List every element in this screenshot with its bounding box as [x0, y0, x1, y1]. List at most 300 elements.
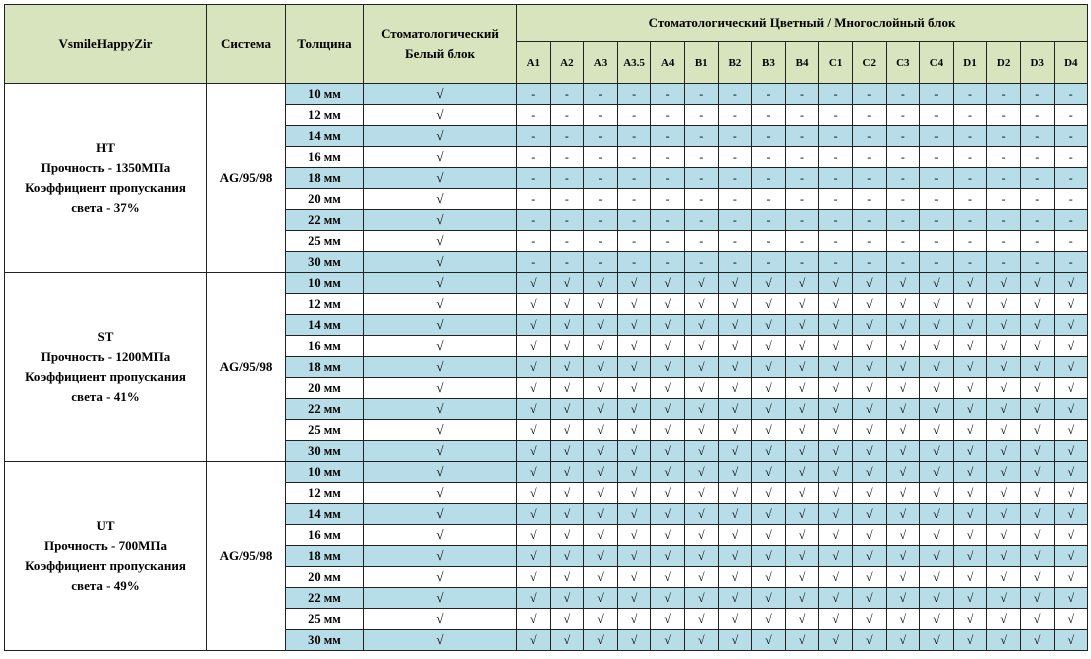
- shade-cell: -: [584, 147, 618, 168]
- shade-cell: √: [886, 315, 920, 336]
- material-name: ST: [97, 329, 114, 344]
- shade-cell: √: [785, 588, 819, 609]
- shade-cell: √: [819, 441, 853, 462]
- shade-cell: -: [886, 126, 920, 147]
- thickness-cell: 18 мм: [286, 357, 364, 378]
- shade-cell: √: [718, 609, 752, 630]
- shade-cell: -: [752, 189, 786, 210]
- shade-cell: √: [584, 294, 618, 315]
- header-shade: A4: [651, 42, 685, 84]
- shade-cell: -: [718, 231, 752, 252]
- shade-cell: √: [651, 630, 685, 651]
- shade-cell: √: [651, 357, 685, 378]
- shade-cell: -: [886, 168, 920, 189]
- shade-cell: √: [617, 336, 651, 357]
- shade-cell: √: [718, 483, 752, 504]
- shade-cell: -: [785, 126, 819, 147]
- shade-cell: -: [752, 231, 786, 252]
- shade-cell: -: [651, 147, 685, 168]
- shade-cell: -: [852, 168, 886, 189]
- shade-cell: -: [684, 231, 718, 252]
- shade-cell: √: [886, 462, 920, 483]
- shade-cell: √: [852, 609, 886, 630]
- white-block-cell: √: [364, 189, 517, 210]
- shade-cell: √: [920, 357, 954, 378]
- shade-cell: √: [886, 525, 920, 546]
- thickness-cell: 10 мм: [286, 84, 364, 105]
- shade-cell: -: [953, 189, 987, 210]
- header-system: Система: [207, 5, 286, 84]
- header-shade: C3: [886, 42, 920, 84]
- shade-cell: -: [886, 147, 920, 168]
- thickness-cell: 20 мм: [286, 189, 364, 210]
- white-block-cell: √: [364, 378, 517, 399]
- white-block-cell: √: [364, 168, 517, 189]
- shade-cell: √: [852, 483, 886, 504]
- shade-cell: √: [584, 483, 618, 504]
- header-shade: A3: [584, 42, 618, 84]
- shade-cell: √: [718, 294, 752, 315]
- white-block-cell: √: [364, 546, 517, 567]
- shade-cell: √: [752, 378, 786, 399]
- shade-cell: √: [684, 315, 718, 336]
- shade-cell: √: [651, 273, 685, 294]
- shade-cell: √: [987, 504, 1021, 525]
- shade-cell: -: [517, 168, 551, 189]
- shade-cell: √: [651, 294, 685, 315]
- shade-cell: √: [752, 273, 786, 294]
- shade-cell: √: [517, 315, 551, 336]
- shade-cell: √: [584, 441, 618, 462]
- shade-cell: √: [1054, 546, 1088, 567]
- header-shade: C1: [819, 42, 853, 84]
- shade-cell: √: [517, 441, 551, 462]
- shade-cell: √: [953, 315, 987, 336]
- shade-cell: √: [1020, 462, 1054, 483]
- material-description: [5, 462, 207, 651]
- shade-cell: √: [987, 525, 1021, 546]
- shade-cell: √: [953, 546, 987, 567]
- shade-cell: √: [886, 567, 920, 588]
- shade-cell: -: [886, 252, 920, 273]
- shade-cell: -: [718, 84, 752, 105]
- shade-cell: -: [651, 231, 685, 252]
- shade-cell: √: [953, 441, 987, 462]
- thickness-cell: 22 мм: [286, 588, 364, 609]
- shade-cell: -: [920, 168, 954, 189]
- shade-cell: -: [651, 168, 685, 189]
- shade-cell: √: [819, 525, 853, 546]
- shade-cell: -: [987, 210, 1021, 231]
- thickness-cell: 12 мм: [286, 483, 364, 504]
- shade-cell: √: [785, 399, 819, 420]
- shade-cell: √: [617, 294, 651, 315]
- shade-cell: √: [617, 483, 651, 504]
- shade-cell: √: [852, 504, 886, 525]
- thickness-cell: 20 мм: [286, 378, 364, 399]
- shade-cell: √: [617, 315, 651, 336]
- shade-cell: -: [718, 210, 752, 231]
- material-name: UT: [96, 518, 115, 533]
- shade-cell: √: [785, 315, 819, 336]
- shade-cell: -: [1020, 147, 1054, 168]
- shade-cell: √: [987, 273, 1021, 294]
- table-row: [5, 273, 1088, 294]
- shade-cell: √: [1020, 504, 1054, 525]
- shade-cell: -: [718, 147, 752, 168]
- shade-cell: √: [584, 588, 618, 609]
- shade-cell: √: [550, 399, 584, 420]
- shade-cell: √: [517, 609, 551, 630]
- shade-cell: √: [684, 483, 718, 504]
- shade-cell: √: [886, 357, 920, 378]
- shade-cell: √: [920, 525, 954, 546]
- thickness-cell: 16 мм: [286, 525, 364, 546]
- material-translucency-label: Коэффициент пропускания: [25, 369, 186, 384]
- shade-cell: -: [584, 210, 618, 231]
- shade-cell: -: [517, 84, 551, 105]
- shade-cell: √: [886, 378, 920, 399]
- thickness-cell: 18 мм: [286, 546, 364, 567]
- shade-cell: √: [651, 483, 685, 504]
- shade-cell: -: [517, 210, 551, 231]
- thickness-cell: 14 мм: [286, 126, 364, 147]
- shade-cell: -: [852, 147, 886, 168]
- shade-cell: √: [1054, 336, 1088, 357]
- shade-cell: √: [718, 378, 752, 399]
- shade-cell: √: [852, 420, 886, 441]
- shade-cell: √: [785, 420, 819, 441]
- shade-cell: √: [684, 546, 718, 567]
- shade-cell: -: [987, 231, 1021, 252]
- shade-cell: √: [684, 399, 718, 420]
- shade-cell: -: [617, 105, 651, 126]
- shade-cell: √: [1054, 504, 1088, 525]
- shade-cell: -: [752, 147, 786, 168]
- shade-cell: √: [684, 567, 718, 588]
- shade-cell: -: [785, 252, 819, 273]
- shade-cell: √: [1020, 630, 1054, 651]
- shade-cell: -: [852, 252, 886, 273]
- shade-cell: √: [886, 336, 920, 357]
- shade-cell: -: [785, 189, 819, 210]
- shade-cell: √: [1020, 315, 1054, 336]
- shade-cell: -: [684, 168, 718, 189]
- shade-cell: -: [953, 84, 987, 105]
- thickness-cell: 16 мм: [286, 147, 364, 168]
- shade-cell: √: [752, 567, 786, 588]
- shade-cell: √: [1054, 609, 1088, 630]
- shade-cell: √: [617, 357, 651, 378]
- shade-cell: -: [819, 126, 853, 147]
- shade-cell: √: [785, 441, 819, 462]
- shade-cell: √: [785, 609, 819, 630]
- shade-cell: -: [953, 126, 987, 147]
- shade-cell: √: [651, 378, 685, 399]
- shade-cell: -: [852, 126, 886, 147]
- shade-cell: √: [852, 630, 886, 651]
- thickness-cell: 30 мм: [286, 630, 364, 651]
- shade-cell: √: [1020, 399, 1054, 420]
- shade-cell: √: [920, 336, 954, 357]
- shade-cell: √: [785, 273, 819, 294]
- header-thickness: Толщина: [286, 5, 364, 84]
- shade-cell: √: [852, 315, 886, 336]
- shade-cell: √: [785, 357, 819, 378]
- shade-cell: -: [785, 231, 819, 252]
- thickness-cell: 22 мм: [286, 210, 364, 231]
- material-name: HT: [96, 140, 115, 155]
- shade-cell: √: [1020, 546, 1054, 567]
- shade-cell: √: [987, 294, 1021, 315]
- shade-cell: -: [987, 189, 1021, 210]
- material-translucency-value: света - 37%: [71, 200, 140, 215]
- shade-cell: √: [886, 504, 920, 525]
- shade-cell: √: [517, 294, 551, 315]
- shade-cell: √: [584, 609, 618, 630]
- shade-cell: √: [550, 378, 584, 399]
- shade-cell: √: [752, 546, 786, 567]
- shade-cell: -: [953, 168, 987, 189]
- white-block-cell: √: [364, 273, 517, 294]
- header-white-block: Стоматологический Белый блок: [364, 5, 517, 84]
- shade-cell: √: [1020, 357, 1054, 378]
- shade-cell: -: [584, 231, 618, 252]
- shade-cell: √: [718, 630, 752, 651]
- shade-cell: √: [920, 441, 954, 462]
- white-block-cell: √: [364, 525, 517, 546]
- shade-cell: -: [819, 147, 853, 168]
- shade-cell: √: [651, 609, 685, 630]
- thickness-cell: 25 мм: [286, 420, 364, 441]
- shade-cell: √: [819, 483, 853, 504]
- shade-cell: √: [651, 504, 685, 525]
- shade-cell: √: [584, 462, 618, 483]
- white-block-cell: √: [364, 336, 517, 357]
- shade-cell: -: [785, 147, 819, 168]
- shade-cell: √: [852, 588, 886, 609]
- shade-cell: -: [718, 126, 752, 147]
- shade-cell: -: [550, 189, 584, 210]
- shade-cell: √: [718, 546, 752, 567]
- shade-cell: √: [1054, 273, 1088, 294]
- material-translucency-value: света - 49%: [71, 578, 140, 593]
- shade-cell: √: [584, 336, 618, 357]
- shade-cell: √: [550, 546, 584, 567]
- shade-cell: √: [852, 525, 886, 546]
- shade-cell: √: [852, 273, 886, 294]
- shade-cell: √: [718, 273, 752, 294]
- shade-cell: √: [819, 546, 853, 567]
- shade-cell: √: [953, 336, 987, 357]
- shade-cell: -: [517, 231, 551, 252]
- shade-cell: √: [785, 378, 819, 399]
- white-block-cell: √: [364, 294, 517, 315]
- shade-cell: √: [752, 420, 786, 441]
- shade-cell: √: [550, 630, 584, 651]
- shade-cell: √: [953, 378, 987, 399]
- shade-cell: √: [651, 420, 685, 441]
- shade-cell: √: [684, 378, 718, 399]
- shade-cell: √: [1054, 420, 1088, 441]
- shade-cell: -: [1020, 126, 1054, 147]
- shade-cell: √: [550, 273, 584, 294]
- shade-cell: √: [886, 399, 920, 420]
- shade-cell: -: [684, 147, 718, 168]
- material-translucency-label: Коэффициент пропускания: [25, 558, 186, 573]
- shade-cell: -: [1020, 231, 1054, 252]
- white-block-cell: √: [364, 105, 517, 126]
- shade-cell: √: [550, 420, 584, 441]
- shade-cell: √: [953, 399, 987, 420]
- table-row: [5, 84, 1088, 105]
- shade-cell: -: [819, 189, 853, 210]
- shade-cell: √: [550, 609, 584, 630]
- shade-cell: √: [517, 357, 551, 378]
- shade-cell: -: [1054, 252, 1088, 273]
- shade-cell: √: [819, 273, 853, 294]
- shade-cell: -: [584, 168, 618, 189]
- shade-cell: √: [517, 462, 551, 483]
- shade-cell: -: [920, 126, 954, 147]
- shade-cell: √: [1020, 273, 1054, 294]
- shade-cell: √: [785, 294, 819, 315]
- shade-cell: √: [684, 273, 718, 294]
- shade-cell: √: [819, 399, 853, 420]
- shade-cell: √: [684, 420, 718, 441]
- shade-cell: √: [752, 399, 786, 420]
- shade-cell: √: [987, 462, 1021, 483]
- shade-cell: √: [752, 462, 786, 483]
- shade-cell: -: [1020, 84, 1054, 105]
- shade-cell: √: [920, 546, 954, 567]
- shade-cell: √: [651, 399, 685, 420]
- product-matrix-table: [4, 4, 1088, 651]
- shade-cell: √: [584, 567, 618, 588]
- thickness-cell: 30 мм: [286, 441, 364, 462]
- shade-cell: -: [987, 147, 1021, 168]
- shade-cell: √: [617, 441, 651, 462]
- shade-cell: √: [584, 357, 618, 378]
- header-shade: B4: [785, 42, 819, 84]
- shade-cell: √: [517, 630, 551, 651]
- shade-cell: √: [953, 273, 987, 294]
- shade-cell: √: [785, 504, 819, 525]
- shade-cell: √: [550, 525, 584, 546]
- white-block-cell: √: [364, 210, 517, 231]
- shade-cell: √: [785, 462, 819, 483]
- material-system: AG/95/98: [207, 273, 286, 462]
- shade-cell: -: [651, 189, 685, 210]
- shade-cell: √: [584, 315, 618, 336]
- material-strength: Прочность - 1200МПа: [40, 349, 171, 364]
- shade-cell: √: [517, 273, 551, 294]
- shade-cell: √: [819, 336, 853, 357]
- shade-cell: √: [550, 567, 584, 588]
- shade-cell: √: [752, 336, 786, 357]
- shade-cell: -: [920, 231, 954, 252]
- shade-cell: -: [1054, 231, 1088, 252]
- shade-cell: -: [617, 252, 651, 273]
- shade-cell: -: [1054, 189, 1088, 210]
- shade-cell: √: [987, 546, 1021, 567]
- shade-cell: √: [1054, 357, 1088, 378]
- material-strength: Прочность - 1350МПа: [40, 160, 171, 175]
- shade-cell: √: [987, 609, 1021, 630]
- shade-cell: √: [517, 483, 551, 504]
- header-shade: B1: [684, 42, 718, 84]
- header-shade: B2: [718, 42, 752, 84]
- shade-cell: √: [617, 588, 651, 609]
- shade-cell: -: [886, 105, 920, 126]
- shade-cell: √: [617, 630, 651, 651]
- shade-cell: √: [987, 483, 1021, 504]
- material-translucency-label: Коэффициент пропускания: [25, 180, 186, 195]
- shade-cell: √: [1054, 630, 1088, 651]
- shade-cell: √: [651, 336, 685, 357]
- shade-cell: √: [852, 462, 886, 483]
- shade-cell: √: [819, 609, 853, 630]
- shade-cell: -: [920, 147, 954, 168]
- shade-cell: √: [617, 525, 651, 546]
- shade-cell: -: [684, 252, 718, 273]
- shade-cell: -: [617, 210, 651, 231]
- shade-cell: -: [718, 105, 752, 126]
- shade-cell: -: [987, 105, 1021, 126]
- white-block-cell: √: [364, 462, 517, 483]
- shade-cell: -: [1054, 168, 1088, 189]
- shade-cell: -: [550, 126, 584, 147]
- shade-cell: √: [953, 483, 987, 504]
- shade-cell: √: [920, 609, 954, 630]
- shade-cell: √: [718, 525, 752, 546]
- shade-cell: -: [517, 126, 551, 147]
- shade-cell: √: [987, 315, 1021, 336]
- shade-cell: -: [1054, 126, 1088, 147]
- shade-cell: √: [684, 357, 718, 378]
- shade-cell: √: [953, 462, 987, 483]
- shade-cell: -: [550, 168, 584, 189]
- thickness-cell: 25 мм: [286, 609, 364, 630]
- shade-cell: √: [584, 504, 618, 525]
- shade-cell: -: [785, 105, 819, 126]
- shade-cell: √: [1054, 399, 1088, 420]
- shade-cell: -: [886, 84, 920, 105]
- shade-cell: √: [785, 525, 819, 546]
- shade-cell: -: [684, 126, 718, 147]
- shade-cell: √: [1054, 525, 1088, 546]
- shade-cell: -: [752, 168, 786, 189]
- shade-cell: -: [1054, 84, 1088, 105]
- white-block-cell: √: [364, 567, 517, 588]
- shade-cell: √: [819, 567, 853, 588]
- shade-cell: -: [584, 105, 618, 126]
- shade-cell: -: [752, 105, 786, 126]
- thickness-cell: 16 мм: [286, 336, 364, 357]
- shade-cell: -: [819, 168, 853, 189]
- shade-cell: -: [651, 252, 685, 273]
- thickness-cell: 30 мм: [286, 252, 364, 273]
- shade-cell: -: [953, 147, 987, 168]
- shade-cell: √: [517, 588, 551, 609]
- shade-cell: √: [852, 294, 886, 315]
- shade-cell: √: [987, 399, 1021, 420]
- shade-cell: √: [886, 609, 920, 630]
- shade-cell: √: [886, 420, 920, 441]
- shade-cell: -: [752, 210, 786, 231]
- header-shade: A3.5: [617, 42, 651, 84]
- shade-cell: √: [1020, 420, 1054, 441]
